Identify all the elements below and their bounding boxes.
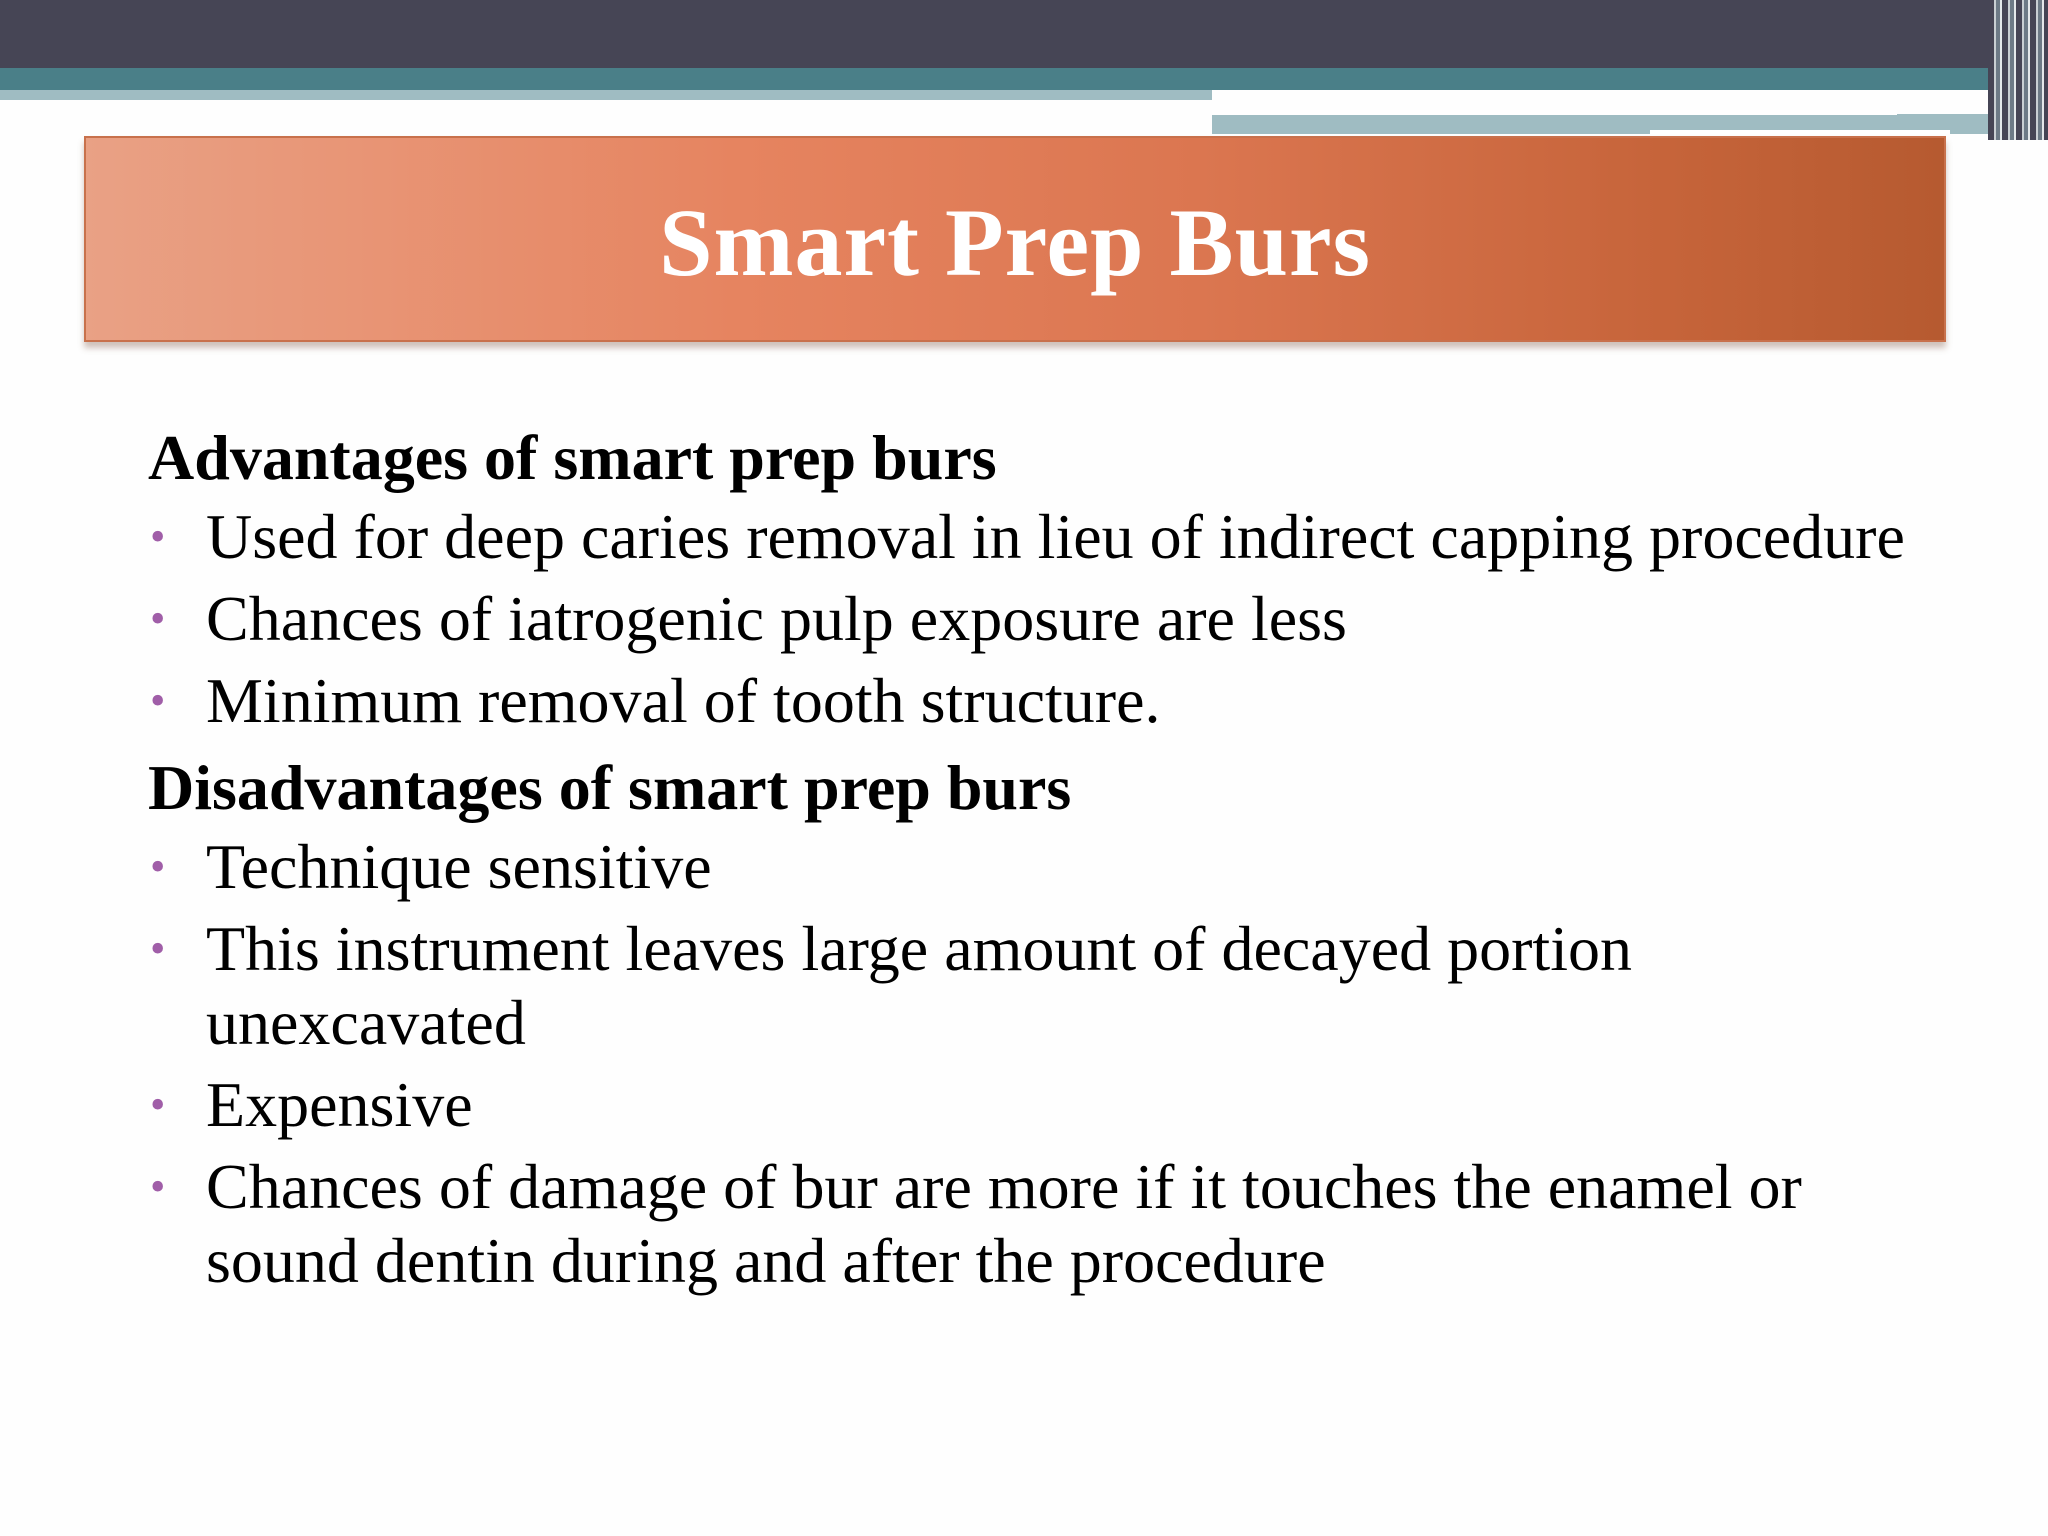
top-dark-band — [0, 0, 2048, 68]
bullet-dot-icon: • — [150, 676, 166, 725]
list-item-text: Minimum removal of tooth structure. — [206, 665, 1161, 736]
bullet-list — [148, 500, 1928, 738]
section-heading: Disadvantages of smart prep burs — [148, 752, 1072, 823]
top-light-band — [0, 90, 1212, 100]
list-item-text: Chances of damage of bur are more if it touches the enamel or sound dentin during and after the procedure — [206, 1151, 1802, 1296]
section-disadvantages — [148, 746, 1928, 1298]
bullet-dot-icon: • — [150, 1080, 166, 1129]
list-item-text: Chances of iatrogenic pulp exposure are less — [206, 583, 1347, 654]
section-advantages — [148, 416, 1928, 738]
list-item — [148, 500, 1928, 574]
list-item — [148, 664, 1928, 738]
edge-stripes-decoration — [1988, 0, 2048, 140]
slide-title: Smart Prep Burs — [659, 188, 1371, 296]
top-white-strip-short — [1650, 130, 1950, 134]
list-item-text: Used for deep caries removal in lieu of indirect capping procedure — [206, 501, 1905, 572]
list-item-text: Expensive — [206, 1069, 473, 1140]
bullet-dot-icon: • — [150, 512, 166, 561]
list-item — [148, 1150, 1928, 1298]
section-heading: Advantages of smart prep burs — [148, 422, 997, 493]
bullet-dot-icon: • — [150, 842, 166, 891]
top-teal-band — [0, 68, 2048, 90]
title-banner — [84, 136, 1946, 342]
list-item-text: This instrument leaves large amount of decayed portion unexcavated — [206, 913, 1632, 1058]
list-item — [148, 1068, 1928, 1142]
bullet-list — [148, 830, 1928, 1298]
list-item — [148, 912, 1928, 1060]
bullet-dot-icon: • — [150, 594, 166, 643]
top-white-strip — [1212, 110, 1897, 115]
list-item — [148, 830, 1928, 904]
slide-content — [148, 416, 1928, 1306]
list-item — [148, 582, 1928, 656]
list-item-text: Technique sensitive — [206, 831, 712, 902]
bullet-dot-icon: • — [150, 1162, 166, 1211]
bullet-dot-icon: • — [150, 924, 166, 973]
